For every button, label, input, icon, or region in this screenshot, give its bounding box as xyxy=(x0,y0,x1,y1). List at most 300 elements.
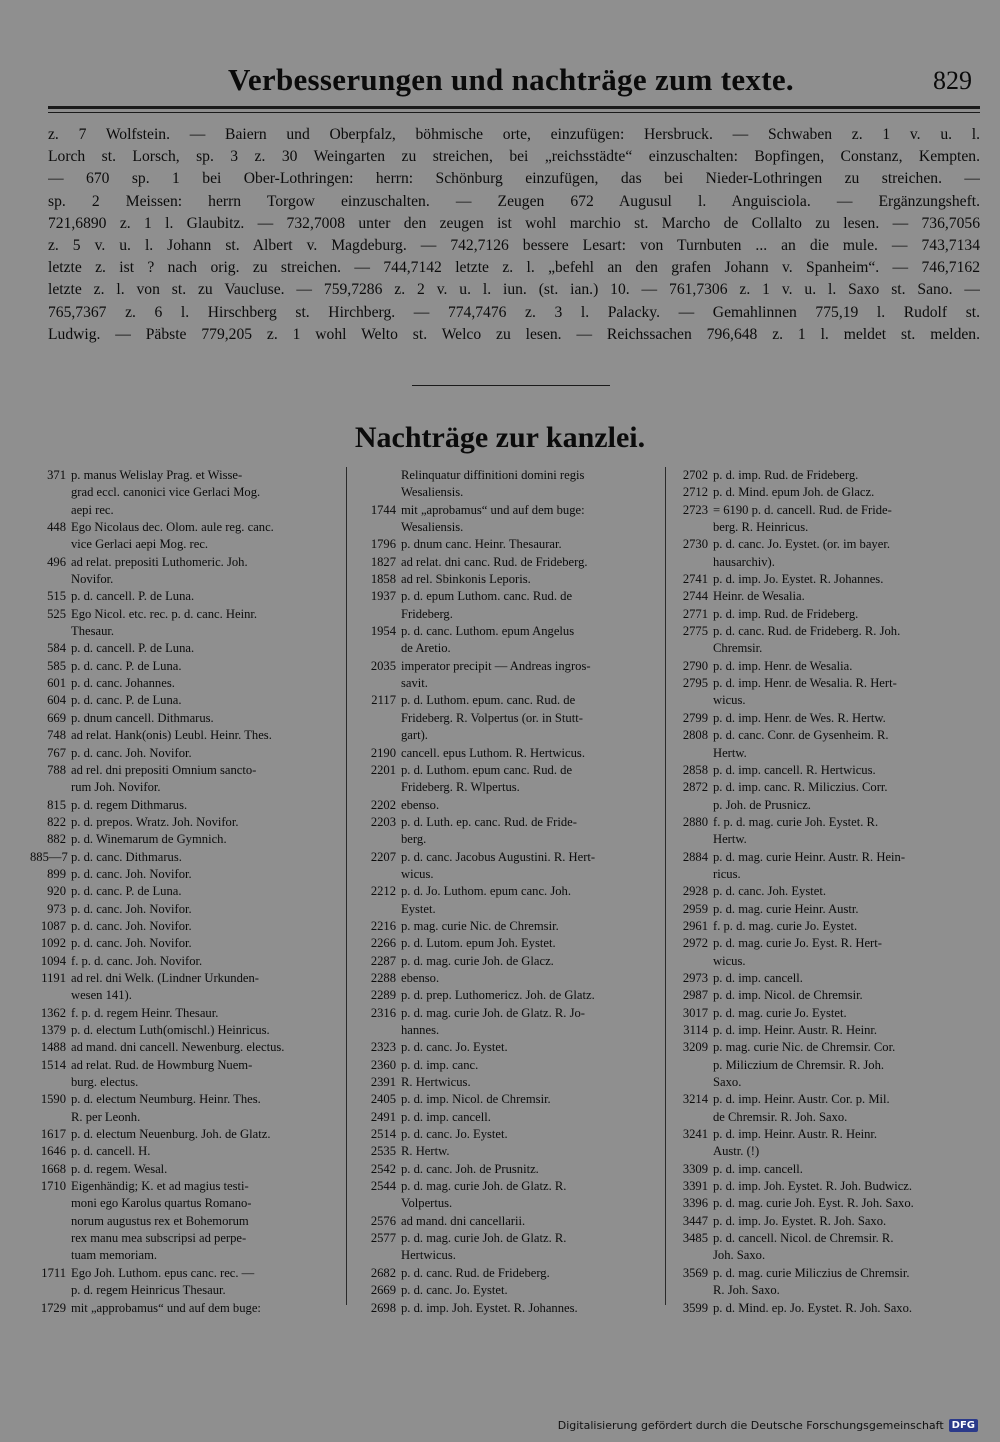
errata-line: letzte z. ist ? nach orig. zu streichen. — 744,7142 letzte z. l. „befehl an den grafen Johann v. Spanheim“. — 746,7162 xyxy=(48,259,980,277)
entry-row xyxy=(352,1126,660,1143)
entry-number: 899 xyxy=(47,866,66,881)
entry-row xyxy=(352,987,660,1004)
errata-line: z. 7 Wolfstein. — Baiern und Oberpfalz, böhmische orte, einzufügen: Hersbruck. — Schwaben z. 1 v. u. l. xyxy=(48,126,980,143)
entry-text: p. d. mag. curie Joh. Eyst. R. Joh. Saxo. xyxy=(713,1196,914,1211)
entry-text: p. d. mag. curie Heinr. Austr. R. Hein- ricus. xyxy=(713,849,906,881)
entry-row xyxy=(672,588,978,605)
entry-row xyxy=(672,623,978,658)
entry-row xyxy=(672,918,978,935)
entry-row xyxy=(352,502,660,537)
entry-row xyxy=(352,692,660,744)
entry-row xyxy=(672,1126,978,1161)
entry-text: p. d. imp. cancell. xyxy=(713,1161,803,1176)
entry-text: Heinr. de Wesalia. xyxy=(713,589,805,604)
entry-number: 3214 xyxy=(682,1092,708,1107)
entry-text: p. d. canc. Joh. Novifor. xyxy=(71,866,192,881)
entry-text: p. d. imp. canc. xyxy=(401,1057,479,1072)
errata-line: z. 5 v. u. l. Johann st. Albert v. Magdeburg. — 742,7126 bessere Lesart: von Turnbuten ... an die mule. — 743,7134 xyxy=(48,237,980,255)
entry-number: 2808 xyxy=(682,728,708,743)
entry-number: 2669 xyxy=(370,1283,396,1298)
entry-row xyxy=(672,727,978,762)
entry-text: p. d. canc. Joh. de Prusnitz. xyxy=(401,1161,539,1176)
entry-row xyxy=(30,640,342,657)
entry-row xyxy=(352,849,660,884)
entry-row xyxy=(672,571,978,588)
footer-text: Digitalisierung gefördert durch die Deutsche Forschungsgemeinschaft xyxy=(557,1419,944,1432)
entry-text: ad relat. dni canc. Rud. de Frideberg. xyxy=(401,554,588,569)
entry-text: p. d. mag. curie Joh. de Glacz. xyxy=(401,953,554,968)
entry-row xyxy=(30,710,342,727)
entry-number: 2212 xyxy=(370,884,396,899)
errata-line: — 670 sp. 1 bei Ober-Lothringen: herrn: Schönburg einzufügen, das bei Nieder-Lothringen zu streichen. — xyxy=(48,170,980,188)
entry-text: p. d. canc. Jo. Eystet. xyxy=(401,1283,508,1298)
entry-text: ad rel. Sbinkonis Leporis. xyxy=(401,572,531,587)
entry-row xyxy=(352,1109,660,1126)
entry-number: 2535 xyxy=(370,1144,396,1159)
errata-line: 721,6890 z. 1 l. Glaubitz. — 732,7008 unter den zeugen ist wohl marchio st. Marcho de Collalto zu lesen. — 736,7056 xyxy=(48,214,980,232)
entry-number: 2712 xyxy=(682,485,708,500)
entry-text: p. d. imp. cancell. xyxy=(401,1109,491,1124)
entry-row xyxy=(30,727,342,744)
entry-number: 2035 xyxy=(370,658,396,673)
entry-number: 584 xyxy=(47,641,66,656)
entry-text: ad rel. dni prepositi Omnium sancto- rum Joh. Novifor. xyxy=(71,762,257,795)
entry-number: 2202 xyxy=(370,797,396,812)
entry-row xyxy=(352,1057,660,1074)
entry-text: p. d. regem Dithmarus. xyxy=(71,797,188,812)
entry-number: 2928 xyxy=(682,884,708,899)
entry-row xyxy=(352,918,660,935)
entry-number: 2795 xyxy=(682,676,708,691)
entry-text: p. d. canc. P. de Luna. xyxy=(71,658,182,673)
entry-number: 1488 xyxy=(40,1040,66,1055)
entry-number: 1087 xyxy=(40,918,66,933)
entry-number: 2884 xyxy=(682,849,708,864)
entry-text: p. dnum cancell. Dithmarus. xyxy=(71,710,214,725)
entry-text: p. d. imp. Nicol. de Chremsir. xyxy=(713,988,863,1003)
entry-number: 2972 xyxy=(682,936,708,951)
entry-row xyxy=(672,1022,978,1039)
entries-column-3 xyxy=(672,467,978,1317)
entry-number: 448 xyxy=(47,520,66,535)
entry-text: Relinquatur diffinitioni domini regis Wesaliensis. xyxy=(401,468,585,500)
entry-text: p. d. Luth. ep. canc. Rud. de Fride- berg. xyxy=(401,814,577,847)
entry-number: 2723 xyxy=(682,502,708,517)
entry-number: 2730 xyxy=(682,537,708,552)
entry-text: p. d. imp. Joh. Eystet. R. Joh. Budwicz. xyxy=(713,1179,913,1194)
entry-row xyxy=(672,1300,978,1317)
entry-row xyxy=(672,1091,978,1126)
entry-number: 2682 xyxy=(370,1265,396,1280)
entry-number: 2880 xyxy=(682,814,708,829)
entry-text: p. d. Luthom. epum canc. Rud. de Frideberg. R. Wlpertus. xyxy=(401,762,573,795)
entry-text: f. p. d. mag. curie Jo. Eystet. xyxy=(713,918,858,933)
entry-number: 2288 xyxy=(370,970,396,985)
entry-row xyxy=(352,588,660,623)
entry-text: ad mand. dni cancellarii. xyxy=(401,1213,526,1228)
entry-row xyxy=(672,675,978,710)
entry-row xyxy=(352,1213,660,1230)
entry-number: 1191 xyxy=(41,970,66,985)
entry-text: ebenso. xyxy=(401,797,440,812)
entry-number: 1744 xyxy=(370,502,396,517)
entry-text: p. d. electum Neumburg. Heinr. Thes. R. per Leonh. xyxy=(71,1092,261,1124)
entry-text: p. d. cancell. Nicol. de Chremsir. R. Joh. Saxo. xyxy=(713,1231,894,1263)
entry-number: 1590 xyxy=(40,1092,66,1107)
entry-number: 822 xyxy=(47,814,66,829)
entry-text: p. d. canc. P. de Luna. xyxy=(71,693,182,708)
entry-row xyxy=(352,1005,660,1040)
entry-number: 669 xyxy=(47,710,66,725)
entry-row xyxy=(30,606,342,641)
entry-text: p. d. imp. Rud. de Frideberg. xyxy=(713,606,859,621)
entry-number: 885—7 xyxy=(30,849,68,864)
errata-line: sp. 2 Meissen: herrn Torgow einzuschalten. — Zeugen 672 Augusul l. Anguisciola. — Ergänzungsheft. xyxy=(48,192,980,210)
errata-line: 765,7367 z. 6 l. Hirschberg st. Hirchberg. — 774,7476 z. 3 l. Palacky. — Gemahlinnen 775,19 l. Rudolf st. xyxy=(48,303,980,321)
entry-row xyxy=(30,692,342,709)
entry-number: 3017 xyxy=(682,1005,708,1020)
entry-row xyxy=(30,883,342,900)
entry-text: p. d. imp. Nicol. de Chremsir. xyxy=(401,1092,551,1107)
entry-row xyxy=(30,745,342,762)
entry-text: Ego Joh. Luthom. epus canc. rec. — p. d. regem Heinricus Thesaur. xyxy=(71,1265,255,1298)
entry-row xyxy=(672,1213,978,1230)
entry-number: 2741 xyxy=(682,572,708,587)
entry-number: 2323 xyxy=(370,1040,396,1055)
entry-number: 585 xyxy=(47,658,66,673)
entry-text: p. d. canc. Joh. Eystet. xyxy=(713,884,826,899)
entry-text: ebenso. xyxy=(401,970,440,985)
entry-number: 2203 xyxy=(370,814,396,829)
entry-text: ad mand. dni cancell. Newenburg. electus. xyxy=(71,1040,285,1055)
entry-text: p. d. mag. curie Miliczius de Chremsir. R. Joh. Saxo. xyxy=(713,1265,910,1298)
entry-text: p. d. canc. Jo. Eystet. xyxy=(401,1040,508,1055)
entry-row xyxy=(30,1005,342,1022)
entry-text: p. d. imp. Heinr. Austr. R. Heinr. xyxy=(713,1023,878,1037)
entry-row xyxy=(352,745,660,762)
entry-row xyxy=(30,1039,342,1056)
entry-text: p. d. imp. Henr. de Wesalia. R. Hert- wicus. xyxy=(713,676,897,708)
entry-row xyxy=(352,935,660,952)
entry-number: 496 xyxy=(47,554,66,569)
entry-row xyxy=(352,762,660,797)
entry-text: p. d. mag. curie Joh. de Glatz. R. Volpertus. xyxy=(401,1179,567,1211)
entry-row xyxy=(30,1057,342,1092)
entry-row xyxy=(352,797,660,814)
entry-text: p. d. Winemarum de Gymnich. xyxy=(71,832,227,847)
entry-number: 1710 xyxy=(40,1179,66,1194)
page-header xyxy=(0,60,1000,104)
entry-text: ad relat. prepositi Luthomeric. Joh. Novifor. xyxy=(71,554,248,587)
entry-number: 2289 xyxy=(370,988,396,1003)
entry-text: p. dnum canc. Heinr. Thesaurar. xyxy=(401,537,562,552)
entry-text: = 6190 p. d. cancell. Rud. de Fride- berg. R. Heinricus. xyxy=(713,502,892,535)
entry-number: 2775 xyxy=(682,624,708,639)
entry-text: p. d. mag. curie Joh. de Glatz. R. Hertwicus. xyxy=(401,1231,567,1263)
entry-row xyxy=(352,1265,660,1282)
entry-row xyxy=(352,1143,660,1160)
entry-row xyxy=(352,1178,660,1213)
entry-text: cancell. epus Luthom. R. Hertwicus. xyxy=(401,745,585,760)
entry-row xyxy=(352,1282,660,1299)
entry-text: p. mag. curie Nic. de Chremsir. xyxy=(401,918,559,933)
entry-row xyxy=(672,987,978,1004)
entry-number: 2216 xyxy=(370,918,396,933)
entry-number: 2491 xyxy=(370,1109,396,1124)
entry-number: 3209 xyxy=(682,1040,708,1055)
entry-text: p. d. prep. Luthomericz. Joh. de Glatz. xyxy=(401,988,595,1003)
entry-row xyxy=(672,1195,978,1212)
entry-row xyxy=(30,918,342,935)
entry-text: p. d. imp. Henr. de Wesalia. xyxy=(713,658,853,673)
entry-row xyxy=(30,866,342,883)
section-title: Nachträge zur kanzlei. xyxy=(354,421,646,454)
entry-text: p. d. Lutom. epum Joh. Eystet. xyxy=(401,936,556,951)
entry-row xyxy=(30,519,342,554)
entry-row xyxy=(672,606,978,623)
entry-text: p. d. mag. curie Joh. de Glatz. R. Jo- hannes. xyxy=(401,1005,585,1037)
entry-row xyxy=(672,1230,978,1265)
entry-row xyxy=(30,1022,342,1039)
entry-text: p. d. canc. Joh. Novifor. xyxy=(71,901,192,916)
entry-number: 2266 xyxy=(370,936,396,951)
entry-row xyxy=(672,1265,978,1300)
entry-number: 3391 xyxy=(682,1179,708,1194)
entry-text: Eigenhändig; K. et ad magius testi- moni ego Karolus quartus Romano- norum augustus rex et Bohemorum rex manu mea subscripsi ad perpe- tuam memoriam. xyxy=(71,1179,252,1263)
entry-number: 2799 xyxy=(682,710,708,725)
entry-text: ad rel. dni Welk. (Lindner Urkunden- wesen 141). xyxy=(71,970,259,1003)
entry-number: 3599 xyxy=(682,1300,708,1315)
section-divider xyxy=(412,385,610,386)
entry-text: p. d. canc. Jo. Eystet. (or. im bayer. hausarchiv). xyxy=(713,537,890,569)
entry-row xyxy=(352,814,660,849)
entry-number: 920 xyxy=(47,884,66,899)
entries-columns xyxy=(0,467,1000,1317)
entry-text: p. d. Jo. Luthom. epum canc. Joh. Eystet. xyxy=(401,884,571,916)
entry-number: 3114 xyxy=(683,1023,708,1037)
entry-text: p. d. mag. curie Jo. Eyst. R. Hert- wicus. xyxy=(713,936,882,968)
entry-row xyxy=(352,554,660,571)
entry-number: 2698 xyxy=(370,1300,396,1315)
entry-number: 515 xyxy=(47,589,66,604)
entry-row xyxy=(352,467,660,502)
entry-text: R. Hertwicus. xyxy=(401,1075,471,1090)
running-title: Verbesserungen und nachträge zum texte. xyxy=(228,62,794,97)
entry-row xyxy=(30,1178,342,1265)
entry-text: mit „approbamus“ und auf dem buge: xyxy=(71,1300,261,1315)
entry-number: 1729 xyxy=(40,1300,66,1315)
entry-text: p. d. imp. Heinr. Austr. Cor. p. Mil. de Chremsir. R. Joh. Saxo. xyxy=(713,1092,890,1124)
entry-number: 2391 xyxy=(370,1075,396,1090)
entry-row xyxy=(30,970,342,1005)
entry-text: p. d. electum Luth(omischl.) Heinricus. xyxy=(71,1023,270,1037)
entry-number: 882 xyxy=(47,832,66,847)
entry-row xyxy=(352,1161,660,1178)
entry-text: p. d. imp. Heinr. Austr. R. Heinr. Austr. (!) xyxy=(713,1127,878,1159)
entry-text: p. d. regem. Wesal. xyxy=(71,1161,168,1176)
entry-number: 1617 xyxy=(40,1127,66,1142)
entry-row xyxy=(352,1091,660,1108)
entry-text: p. mag. curie Nic. de Chremsir. Cor. p. Miliczium de Chremsir. R. Joh. Saxo. xyxy=(713,1040,896,1090)
entry-row xyxy=(672,502,978,537)
entry-text: p. d. Mind. ep. Jo. Eystet. R. Joh. Saxo. xyxy=(713,1300,913,1315)
header-rule-thin xyxy=(48,112,980,113)
entry-number: 2287 xyxy=(370,953,396,968)
entry-number: 2858 xyxy=(682,762,708,777)
entry-text: p. manus Welislay Prag. et Wisse- grad eccl. canonici vice Gerlaci Mog. aepi rec. xyxy=(71,468,261,517)
entry-number: 1711 xyxy=(41,1265,66,1280)
entry-row xyxy=(672,467,978,484)
entry-text: p. d. imp. Rud. de Frideberg. xyxy=(713,468,859,482)
entry-row xyxy=(672,849,978,884)
entry-number: 2771 xyxy=(682,606,708,621)
entry-row xyxy=(352,623,660,658)
entry-text: p. d. canc. P. de Luna. xyxy=(71,884,182,899)
entry-row xyxy=(30,953,342,970)
entry-number: 1092 xyxy=(40,936,66,951)
entry-number: 1514 xyxy=(40,1057,66,1072)
entry-number: 2987 xyxy=(682,988,708,1003)
entry-row xyxy=(672,970,978,987)
entry-text: p. d. cancell. P. de Luna. xyxy=(71,589,195,604)
entry-row xyxy=(352,658,660,693)
entry-text: p. d. canc. Conr. de Gysenheim. R. Hertw. xyxy=(713,728,889,760)
entry-number: 767 xyxy=(47,745,66,760)
entry-text: f. p. d. canc. Joh. Novifor. xyxy=(71,953,203,968)
entry-text: p. d. cancell. P. de Luna. xyxy=(71,641,195,656)
entry-number: 1858 xyxy=(370,572,396,587)
entry-row xyxy=(352,883,660,918)
entry-row xyxy=(672,779,978,814)
entry-number: 2744 xyxy=(682,589,708,604)
entry-number: 2790 xyxy=(682,658,708,673)
entry-text: p. d. imp. Jo. Eystet. R. Joh. Saxo. xyxy=(713,1213,887,1228)
entry-text: p. d. mag. curie Heinr. Austr. xyxy=(713,901,859,916)
entry-number xyxy=(352,467,401,502)
entry-text: p. d. mag. curie Jo. Eystet. xyxy=(713,1005,847,1020)
errata-paragraph xyxy=(48,124,980,346)
entry-number: 3241 xyxy=(682,1127,708,1142)
entry-text: p. d. imp. canc. R. Miliczius. Corr. p. Joh. de Prusnicz. xyxy=(713,780,888,812)
entry-row xyxy=(30,1091,342,1126)
entry-row xyxy=(30,797,342,814)
entry-row xyxy=(30,901,342,918)
entry-number: 3485 xyxy=(682,1231,708,1246)
entry-row xyxy=(672,658,978,675)
entry-row xyxy=(30,1265,342,1300)
entry-row xyxy=(30,762,342,797)
entry-text: p. d. canc. Rud. de Frideberg. R. Joh. Chremsir. xyxy=(713,624,901,656)
entry-text: p. d. canc. Dithmarus. xyxy=(71,849,182,864)
entry-row xyxy=(672,883,978,900)
errata-line: Ludwig. — Päbste 779,205 z. 1 wohl Welto st. Welco zu lesen. — Reichssachen 796,648 z. 1 l. meldet st. melden. xyxy=(48,325,980,343)
entry-number: 1827 xyxy=(370,554,396,569)
entry-number: 1362 xyxy=(40,1005,66,1020)
entry-row xyxy=(352,536,660,553)
entry-row xyxy=(352,1230,660,1265)
entry-text: p. d. canc. Johannes. xyxy=(71,676,175,691)
entry-number: 2961 xyxy=(682,918,708,933)
entry-text: p. d. imp. cancell. xyxy=(713,970,803,985)
entry-row xyxy=(672,762,978,779)
entry-text: p. d. prepos. Wratz. Joh. Novifor. xyxy=(71,814,239,829)
entry-row xyxy=(672,935,978,970)
entry-text: p. d. imp. Henr. de Wes. R. Hertw. xyxy=(713,710,886,725)
entry-row xyxy=(672,710,978,727)
entry-number: 1796 xyxy=(370,537,396,552)
entry-number: 1668 xyxy=(40,1161,66,1176)
entry-text: p. d. canc. Joh. Novifor. xyxy=(71,936,192,951)
entry-row xyxy=(672,484,978,501)
entry-number: 3569 xyxy=(682,1265,708,1280)
entry-text: p. d. cancell. H. xyxy=(71,1144,151,1159)
entry-number: 788 xyxy=(47,762,66,777)
entry-text: p. d. imp. cancell. R. Hertwicus. xyxy=(713,762,876,777)
entry-row xyxy=(30,1300,342,1317)
entry-row xyxy=(30,658,342,675)
entry-row xyxy=(672,1005,978,1022)
entry-number: 2577 xyxy=(370,1231,396,1246)
entry-number: 3309 xyxy=(682,1161,708,1176)
entry-number: 601 xyxy=(47,676,66,691)
entry-text: Ego Nicol. etc. rec. p. d. canc. Heinr. Thesaur. xyxy=(71,606,258,639)
entry-row xyxy=(672,536,978,571)
entry-number: 2360 xyxy=(370,1057,396,1072)
entry-row xyxy=(30,1126,342,1143)
entry-text: p. d. canc. Luthom. epum Angelus de Aretio. xyxy=(401,624,575,656)
entry-row xyxy=(352,1039,660,1056)
header-rule-thick xyxy=(48,106,980,109)
errata-line: letzte z. l. von st. zu Vaucluse. — 759,7286 z. 2 v. u. l. iun. (st. ian.) 10. — 761,7306 z. 1 v. u. l. Saxo st. Sano. — xyxy=(48,281,980,299)
entry-number: 525 xyxy=(47,606,66,621)
entry-text: p. d. canc. Rud. de Frideberg. xyxy=(401,1265,550,1280)
entry-row xyxy=(30,1143,342,1160)
entry-text: p. d. canc. Jacobus Augustini. R. Hert- wicus. xyxy=(401,849,596,881)
entry-number: 2190 xyxy=(370,745,396,760)
entry-text: mit „aprobamus“ und auf dem buge: Wesaliensis. xyxy=(401,502,585,535)
entry-row xyxy=(672,901,978,918)
entry-number: 2201 xyxy=(370,762,396,777)
entry-text: p. d. imp. Joh. Eystet. R. Johannes. xyxy=(401,1300,578,1315)
entry-text: imperator precipit — Andreas ingros- savit. xyxy=(401,658,591,691)
entry-row xyxy=(352,1074,660,1091)
entry-number: 1094 xyxy=(40,953,66,968)
entry-number: 3447 xyxy=(682,1213,708,1228)
entry-text: p. d. Luthom. epum. canc. Rud. de Frideberg. R. Volpertus (or. in Stutt- gart). xyxy=(401,693,583,743)
entry-number: 2973 xyxy=(682,970,708,985)
entry-number: 1379 xyxy=(40,1023,66,1037)
entry-number: 1646 xyxy=(40,1144,66,1159)
entry-row xyxy=(30,554,342,589)
entry-number: 2316 xyxy=(370,1005,396,1020)
entry-number: 2544 xyxy=(370,1179,396,1194)
entry-row xyxy=(672,1178,978,1195)
page-number: 829 xyxy=(933,66,972,95)
entry-number: 1937 xyxy=(370,589,396,604)
entry-number: 2405 xyxy=(370,1092,396,1107)
entry-number: 2117 xyxy=(371,693,396,708)
entry-row xyxy=(672,814,978,849)
entry-row xyxy=(30,814,342,831)
entry-row xyxy=(30,1161,342,1178)
entries-column-2 xyxy=(352,467,660,1317)
entry-row xyxy=(30,849,342,866)
digitization-footer xyxy=(558,1419,978,1432)
entry-row xyxy=(30,935,342,952)
entry-number: 748 xyxy=(47,728,66,743)
entry-row xyxy=(352,970,660,987)
entry-number: 2959 xyxy=(682,901,708,916)
